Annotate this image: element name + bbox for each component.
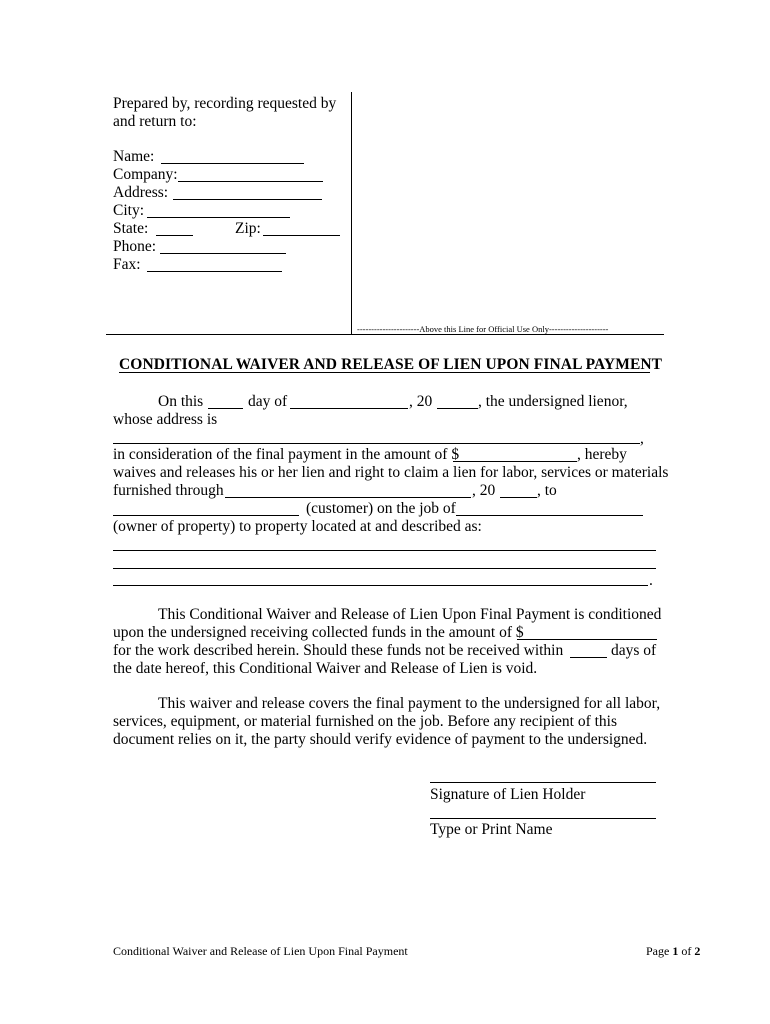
- day-field[interactable]: [208, 408, 243, 409]
- print-name-field[interactable]: [430, 818, 656, 819]
- recording-area-divider: [351, 92, 352, 334]
- city-field[interactable]: [147, 217, 290, 218]
- official-use-note: ----------------------Above this Line for Official Use Only---------------------: [357, 324, 609, 334]
- customer-field[interactable]: [113, 515, 299, 516]
- city-label: City:: [113, 202, 145, 219]
- year-field[interactable]: [437, 408, 478, 409]
- prepared-by-label: Prepared by, recording requested by: [113, 95, 337, 112]
- document-title: CONDITIONAL WAIVER AND RELEASE OF LIEN UPON FINAL PAYMENT: [119, 356, 663, 373]
- days-of-text: days of: [611, 642, 657, 659]
- waives-text: waives and releases his or her lien and right to claim a lien for labor, services or materials: [113, 464, 669, 481]
- month-field[interactable]: [290, 408, 408, 409]
- name-field[interactable]: [161, 163, 304, 164]
- conditional-text-line-1: This Conditional Waiver and Release of Lien Upon Final Payment is conditioned: [158, 606, 662, 623]
- final-payment-amount-field[interactable]: [453, 461, 577, 462]
- header-separator: [106, 334, 664, 335]
- consideration-text: in consideration of the final payment in the amount of $: [113, 446, 460, 463]
- address-field[interactable]: [173, 199, 322, 200]
- conditional-text-line-4: the date hereof, this Conditional Waiver and Release of Lien is void.: [113, 660, 538, 677]
- page-current: 1: [672, 944, 679, 958]
- coverage-text-line-3: document relies on it, the party should verify evidence of payment to the undersigned.: [113, 731, 648, 748]
- fax-label: Fax:: [113, 256, 141, 273]
- page-total: 2: [694, 944, 701, 958]
- page-number: [646, 944, 700, 959]
- furnished-year-prefix: , 20: [472, 482, 496, 499]
- page-prefix: Page: [646, 944, 670, 958]
- signature-field[interactable]: [430, 782, 656, 783]
- furnished-through-date-field[interactable]: [225, 497, 471, 498]
- hereby-text: , hereby: [577, 446, 627, 463]
- property-description-line-3[interactable]: [113, 585, 648, 586]
- day-of-text: day of: [248, 393, 288, 410]
- company-label: Company:: [113, 166, 178, 183]
- furnished-through-text: furnished through: [113, 482, 224, 499]
- address-label: Address:: [113, 184, 169, 201]
- signature-label: Signature of Lien Holder: [430, 786, 586, 803]
- return-to-label: and return to:: [113, 113, 197, 130]
- property-description-line-2[interactable]: [113, 568, 656, 569]
- whose-address-text: whose address is: [113, 411, 218, 428]
- property-description-line-1[interactable]: [113, 550, 656, 551]
- print-name-label: Type or Print Name: [430, 821, 553, 838]
- company-field[interactable]: [178, 181, 323, 182]
- phone-label: Phone:: [113, 238, 157, 255]
- state-field[interactable]: [156, 235, 193, 236]
- description-period: .: [649, 572, 653, 589]
- page-of: of: [681, 944, 692, 958]
- on-this-text: On this: [158, 393, 204, 410]
- footer-document-title: Conditional Waiver and Release of Lien Upon Final Payment: [113, 944, 408, 958]
- job-owner-field[interactable]: [456, 515, 643, 516]
- collected-funds-amount-field[interactable]: [517, 639, 657, 640]
- undersigned-lienor-text: , the undersigned lienor,: [478, 393, 628, 410]
- phone-field[interactable]: [160, 253, 286, 254]
- lienor-address-field[interactable]: [113, 443, 640, 444]
- fax-field[interactable]: [147, 271, 282, 272]
- owner-property-text: (owner of property) to property located at and described as:: [113, 518, 482, 535]
- year-prefix-text: , 20: [409, 393, 433, 410]
- coverage-text-line-2: services, equipment, or material furnished on the job. Before any recipient of this: [113, 713, 618, 730]
- address-comma: ,: [640, 430, 644, 447]
- state-label: State:: [113, 220, 149, 237]
- zip-field[interactable]: [263, 235, 340, 236]
- days-field[interactable]: [570, 657, 607, 658]
- conditional-text-line-3: for the work described herein. Should these funds not be received within: [113, 642, 564, 659]
- title-underline: [119, 372, 650, 373]
- conditional-text-line-2: upon the undersigned receiving collected funds in the amount of $: [113, 624, 524, 641]
- name-label: Name:: [113, 148, 155, 165]
- coverage-text-line-1: This waiver and release covers the final payment to the undersigned for all labor,: [158, 695, 661, 712]
- zip-label: Zip:: [235, 220, 261, 237]
- furnished-year-field[interactable]: [500, 497, 537, 498]
- customer-job-text: (customer) on the job of: [306, 500, 456, 517]
- to-text: , to: [537, 482, 557, 499]
